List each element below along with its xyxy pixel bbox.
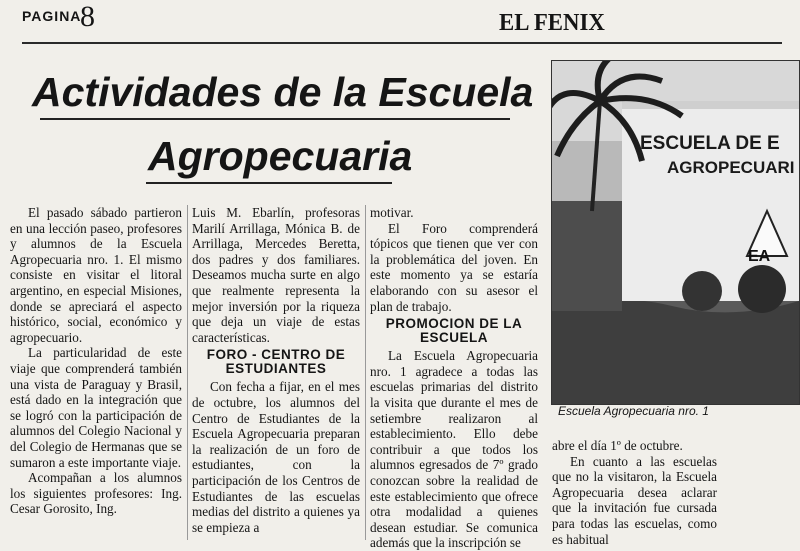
- subheading-foro: FORO - CENTRO DE ESTUDIANTES: [206, 347, 346, 377]
- column-3: [370, 205, 538, 551]
- paragraph: abre el día 1º de octubre.: [552, 438, 683, 453]
- paragraph: motivar.: [370, 205, 414, 220]
- paragraph: El pasado sábado partieron en una lección paseo, profesores y alumnos de la Escuela Agropecuaria nro. 1. El mismo consiste en visitar el litoral argentino, en especial Misiones, donde se apreciará el aspecto histórico, social, económico y agropecuario.: [10, 205, 182, 345]
- column-4: [552, 438, 717, 547]
- paragraph: Luis M. Ebarlín, profesoras Marilí Arrillaga, Mónica B. de Arrillaga, Mercedes Beretta, dos padres y dos familiares. Deseamos mucha surte en algo que realmente representa la mejor inversión por la riqueza que deja un viaje de estas características.: [192, 205, 360, 345]
- paragraph: Acompañan a los alumnos los siguientes profesores: Ing. Cesar Gorosito, Ing.: [10, 470, 182, 517]
- school-photo-image: [552, 61, 799, 404]
- paragraph: Con fecha a fijar, en el mes de octubre, los alumnos del Centro de Estudiantes de la Escuela Agropecuaria preparan la realización de un foro de estudiantes, con la participación de los Centros de Estudiantes de las escuelas medias del distrito a quienes ya se empieza a: [192, 379, 360, 535]
- column-divider: [187, 205, 188, 540]
- sign-line-1: ESCUELA DE E: [640, 133, 780, 154]
- school-photo: [551, 60, 800, 405]
- page-label: PAGINA: [22, 8, 82, 24]
- newspaper-name: EL FENIX: [499, 10, 605, 36]
- paragraph: La Escuela Agropecuaria nro. 1 agradece a todas las escuelas primarias del distrito la visita que durante el mes de setiembre realizaron al establecimiento. Ello debe contribuir a que todos los alumnos egresados de 7º grado conozcan sobre la realidad de este establecimiento que ofrece otra modalidad a quienes desean estudiar. Se comunica además que la inscripción se: [370, 348, 538, 551]
- column-divider: [365, 205, 366, 540]
- article-title-line-2: Agropecuaria: [148, 133, 413, 179]
- paragraph: La particularidad de este viaje que comprenderá también una vista de Paraguay y Brasil, está dado en la integración que se logró con la participación de alumnos del Colegio Nacional y del Colegio de Hermanas que se sumaron a este importante viaje.: [10, 345, 182, 470]
- page-number: 8: [80, 0, 95, 33]
- paragraph: En cuanto a las escuelas que no la visitaron, la Escuela Agropecuaria desea aclarar que la invitación fue cursada para todas las escuelas, como es habitual: [552, 453, 717, 547]
- column-2: [192, 205, 360, 535]
- title-underline-1: [40, 118, 510, 120]
- title-underline-2: [146, 182, 392, 184]
- header-rule: [22, 42, 782, 44]
- subheading-promocion: PROMOCION DE LA ESCUELA: [385, 316, 523, 346]
- paragraph: El Foro comprenderá tópicos que tienen que ver con la problemática del joven. En este momento ya se estaría elaborando con su asesor el plan de trabajo.: [370, 220, 538, 314]
- article-title-line-1: Actividades de la Escuela: [32, 69, 534, 115]
- photo-caption: Escuela Agropecuaria nro. 1: [558, 404, 709, 418]
- column-1: [10, 205, 182, 517]
- sign-line-2: AGROPECUARI: [667, 158, 795, 177]
- school-logo-text: EA: [748, 248, 771, 265]
